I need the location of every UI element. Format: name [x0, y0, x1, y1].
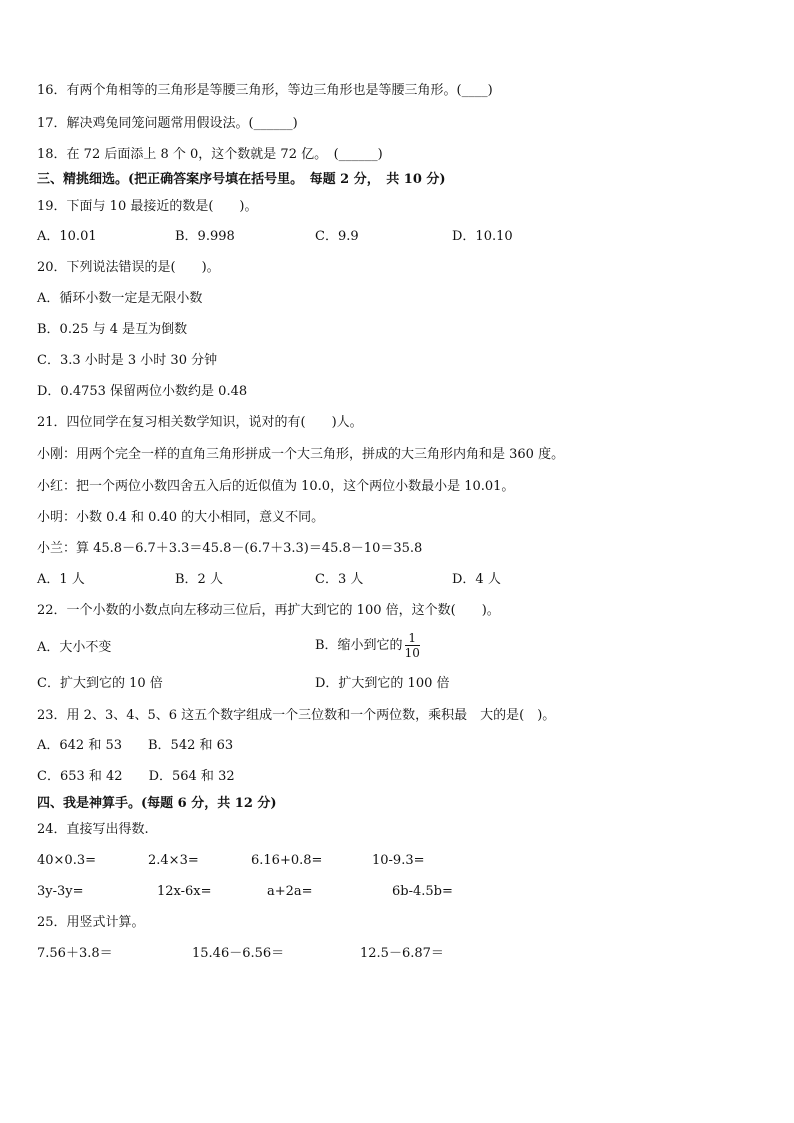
- q22-option-a: A．大小不变: [37, 640, 112, 655]
- q20-option-d: D．0.4753 保留两位小数约是 0.48: [37, 384, 248, 399]
- fraction-one-tenth: [405, 631, 420, 660]
- q24-item-6: 12x-6x=: [157, 884, 212, 899]
- q24-item-8: 6b-4.5b=: [392, 884, 453, 899]
- q21-option-c: C．3 人: [315, 572, 364, 587]
- q23-options-ab: A．642 和 53 B．542 和 63: [37, 738, 234, 753]
- section-3-heading: 三、精挑细选。(把正确答案序号填在括号里。 每题 2 分， 共 10 分): [37, 172, 446, 187]
- question-20: 20．下列说法错误的是( )。: [37, 260, 220, 275]
- q22-option-b-label: B．缩小到它的: [315, 638, 403, 653]
- q22-option-c: C．扩大到它的 10 倍: [37, 676, 163, 691]
- q24-item-1: 40×0.3=: [37, 853, 97, 868]
- question-19: 19．下面与 10 最接近的数是( )。: [37, 199, 258, 214]
- q21-option-b: B．2 人: [175, 572, 223, 587]
- question-21: 21．四位同学在复习相关数学知识，说对的有( )人。: [37, 415, 363, 430]
- question-23: 23．用 2、3、4、5、6 这五个数字组成一个三位数和一个两位数，乘积最 大的是( )。: [37, 708, 556, 723]
- question-25: 25．用竖式计算。: [37, 915, 145, 930]
- q20-option-a: A．循环小数一定是无限小数: [37, 291, 203, 306]
- q24-item-3: 6.16+0.8=: [251, 853, 323, 868]
- question-22: 22．一个小数的小数点向左移动三位后，再扩大到它的 100 倍，这个数( )。: [37, 603, 500, 618]
- q20-option-b: B．0.25 与 4 是互为倒数: [37, 322, 188, 337]
- q21-statement-xiaohong: 小红：把一个两位小数四舍五入后的近似值为 10.0，这个两位小数最小是 10.01。: [37, 479, 515, 494]
- q19-option-c: C．9.9: [315, 229, 359, 244]
- fraction-denominator: 10: [404, 646, 420, 660]
- q21-option-d: D．4 人: [452, 572, 501, 587]
- q25-item-3: 12.5－6.87＝: [360, 946, 444, 961]
- question-24: 24．直接写出得数.: [37, 822, 149, 837]
- q25-item-2: 15.46－6.56＝: [192, 946, 285, 961]
- q19-option-d: D．10.10: [452, 229, 513, 244]
- q24-item-7: a+2a=: [267, 884, 313, 899]
- q19-option-a: A．10.01: [37, 229, 97, 244]
- fraction-numerator: 1: [405, 631, 420, 646]
- question-18: 18．在 72 后面添上 8 个 0，这个数就是 72 亿。 (______): [37, 147, 383, 162]
- question-17: 17．解决鸡兔同笼问题常用假设法。(______): [37, 116, 298, 131]
- q21-option-a: A．1 人: [37, 572, 85, 587]
- q21-statement-xiaoming: 小明：小数 0.4 和 0.40 的大小相同，意义不同。: [37, 510, 325, 525]
- q21-statement-xiaogang: 小刚：用两个完全一样的直角三角形拼成一个大三角形，拼成的大三角形内角和是 360 度。: [37, 447, 565, 462]
- q20-option-c: C．3.3 小时是 3 小时 30 分钟: [37, 353, 218, 368]
- question-16: 16．有两个角相等的三角形是等腰三角形，等边三角形也是等腰三角形。(____): [37, 83, 493, 98]
- q19-option-b: B．9.998: [175, 229, 235, 244]
- q22-option-b: [315, 628, 420, 664]
- q23-options-cd: C．653 和 42 D．564 和 32: [37, 769, 235, 784]
- q24-item-5: 3y-3y=: [37, 884, 84, 899]
- q24-item-4: 10-9.3=: [372, 853, 425, 868]
- q24-item-2: 2.4×3=: [148, 853, 199, 868]
- q25-item-1: 7.56＋3.8＝: [37, 946, 113, 961]
- section-4-heading: 四、我是神算手。(每题 6 分，共 12 分): [37, 796, 277, 811]
- q21-statement-xiaolan: 小兰：算 45.8－6.7＋3.3＝45.8－(6.7＋3.3)＝45.8－10＝35.8: [37, 541, 423, 556]
- q22-option-d: D．扩大到它的 100 倍: [315, 676, 450, 691]
